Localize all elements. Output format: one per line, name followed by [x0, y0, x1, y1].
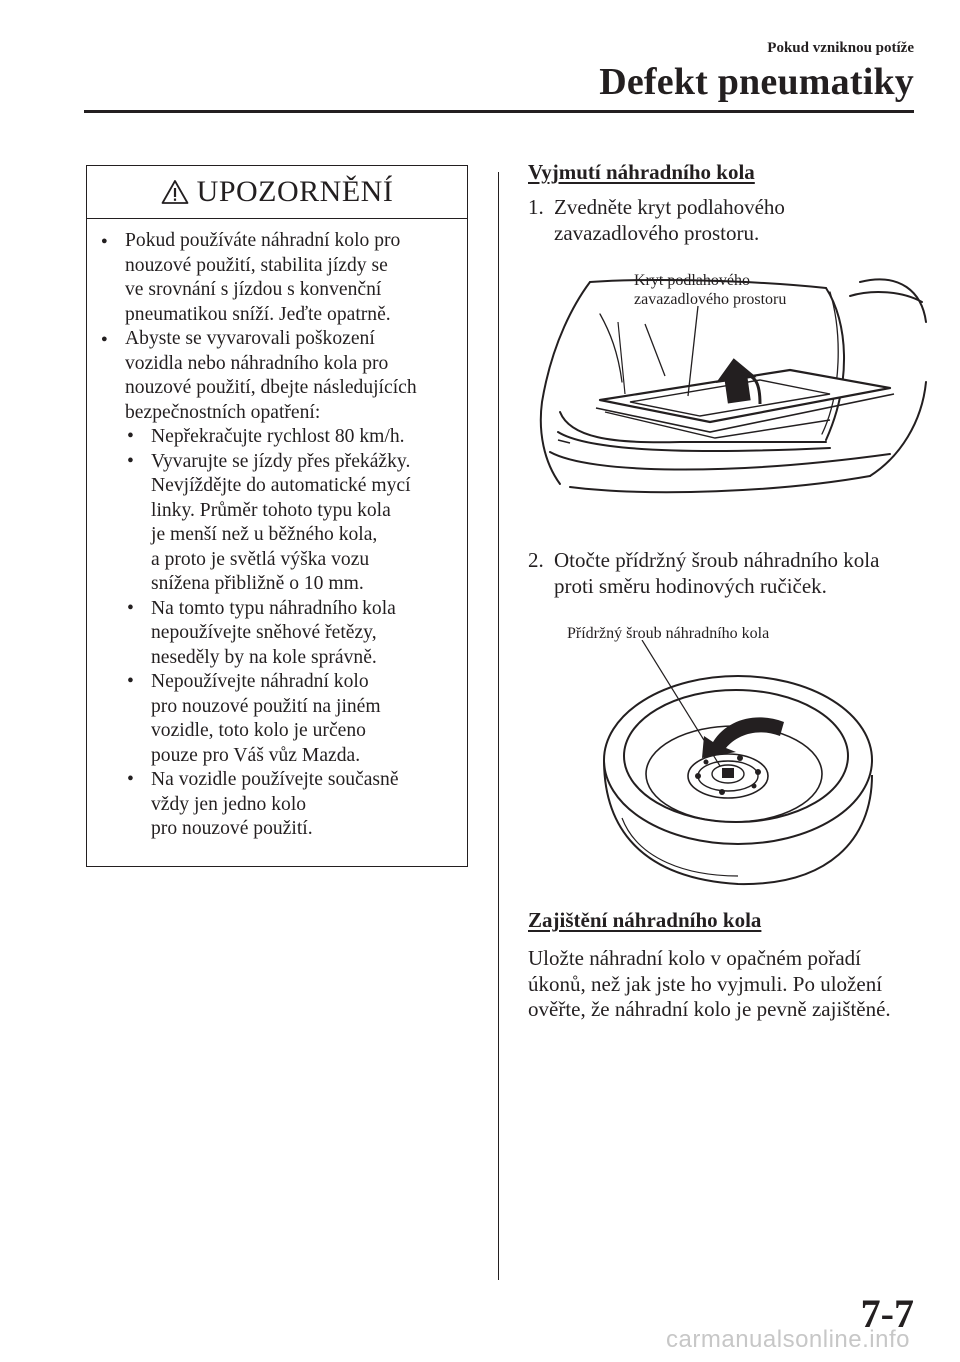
- page-number: 7-7: [860, 1291, 914, 1336]
- step-2: [528, 548, 938, 599]
- bullet-line: nouzové použití, stabilita jízdy se: [125, 254, 388, 276]
- step-number: 2.: [528, 548, 544, 572]
- bullet-line: Pokud používáte náhradní kolo pro: [125, 230, 401, 251]
- warning-box: [86, 165, 468, 867]
- sub-bullet-icon: •: [127, 426, 134, 447]
- sub-bullet-icon: •: [127, 450, 134, 472]
- section-name: Pokud vzniknou potíže: [767, 40, 914, 56]
- bullet-line: ve srovnání s jízdou s konvenční: [125, 279, 382, 300]
- step-1: [528, 195, 928, 246]
- warning-sub-bullet: [101, 670, 457, 768]
- sub-bullet-line: pouze pro Váš vůz Mazda.: [151, 744, 361, 766]
- sub-bullet-icon: •: [127, 597, 134, 619]
- warning-sub-bullet: [101, 450, 457, 597]
- spare-wheel-illustration: [598, 640, 898, 900]
- warning-sub-bullet: [101, 597, 457, 671]
- sub-bullet-line: snížena přibližně o 10 mm.: [151, 573, 364, 594]
- removal-heading: Vyjmutí náhradního kola: [528, 160, 755, 184]
- bullet-line: Abyste se vyvarovali poškození: [125, 328, 375, 349]
- step-line: Zvedněte kryt podlahového: [554, 195, 785, 219]
- step-line: zavazadlového prostoru.: [554, 220, 760, 245]
- step-number: 1.: [528, 195, 544, 219]
- warning-bullet: [101, 229, 457, 327]
- para-line: Uložte náhradní kolo v opačném pořadí: [528, 946, 861, 970]
- label-line: Kryt podlahového: [634, 272, 750, 289]
- page-title: Defekt pneumatiky: [599, 61, 914, 103]
- bullet-dot-icon: ●: [101, 333, 108, 345]
- sub-bullet-line: je menší než u běžného kola,: [151, 524, 378, 545]
- figure-label-bolt: Přídržný šroub náhradního kola: [567, 625, 770, 642]
- sub-bullet-line: linky. Průměr tohoto typu kola: [151, 499, 391, 521]
- header-divider: [84, 110, 914, 113]
- sub-bullet-line: Nevjíždějte do automatické mycí: [151, 475, 411, 496]
- sub-bullet-line: pro nouzové použití.: [151, 818, 313, 839]
- warning-body: [87, 219, 467, 842]
- para-line: ověřte, že náhradní kolo je pevně zajištěné.: [528, 997, 891, 1021]
- bullet-dot-icon: ●: [101, 235, 108, 247]
- sub-bullet-line: nepoužívejte sněhové řetězy,: [151, 622, 377, 643]
- figure-label-cover: [634, 271, 786, 309]
- sub-bullet-icon: •: [127, 671, 134, 692]
- warning-sub-bullet: [101, 768, 457, 842]
- warning-triangle-icon: [161, 179, 189, 205]
- sub-bullet-line: Vyvarujte se jízdy přes překážky.: [151, 450, 411, 472]
- sub-bullet-line: Nepřekračujte rychlost 80 km/h.: [151, 426, 405, 447]
- warning-header: [87, 166, 467, 219]
- sub-bullet-line: Na vozidle používejte současně: [151, 769, 399, 790]
- sub-bullet-line: a proto je světlá výška vozu: [151, 548, 370, 570]
- warning-sub-bullet: [101, 425, 457, 450]
- sub-bullet-icon: •: [127, 769, 134, 790]
- right-column: [528, 160, 928, 246]
- watermark: carmanualsonline.info: [666, 1326, 910, 1353]
- sub-bullet-line: pro nouzové použití na jiném: [151, 695, 381, 717]
- bullet-line: nouzové použití, dbejte následujících: [125, 377, 417, 398]
- step-line: proti směru hodinových ručiček.: [554, 573, 827, 598]
- label-line: zavazadlového prostoru: [634, 291, 787, 308]
- para-line: úkonů, než jak jste ho vyjmuli. Po uložení: [528, 971, 883, 996]
- bullet-line: bezpečnostních opatření:: [125, 401, 321, 423]
- sub-bullet-line: neseděly by na kole správně.: [151, 646, 377, 668]
- warning-title: UPOZORNĚNÍ: [196, 175, 394, 208]
- securing-text: [528, 946, 948, 1023]
- warning-bullet: [101, 327, 457, 425]
- sub-bullet-line: vždy jen jedno kolo: [151, 793, 307, 815]
- step-line: Otočte přídržný šroub náhradního kola: [554, 548, 880, 572]
- bullet-line: pneumatikou sníží. Jeďte opatrně.: [125, 303, 391, 325]
- securing-heading: Zajištění náhradního kola: [528, 908, 762, 932]
- column-divider: [498, 172, 499, 1280]
- sub-bullet-line: Na tomto typu náhradního kola: [151, 597, 396, 619]
- bullet-line: vozidla nebo náhradního kola pro: [125, 352, 389, 374]
- sub-bullet-line: vozidle, toto kolo je určeno: [151, 720, 366, 741]
- sub-bullet-line: Nepoužívejte náhradní kolo: [151, 671, 369, 692]
